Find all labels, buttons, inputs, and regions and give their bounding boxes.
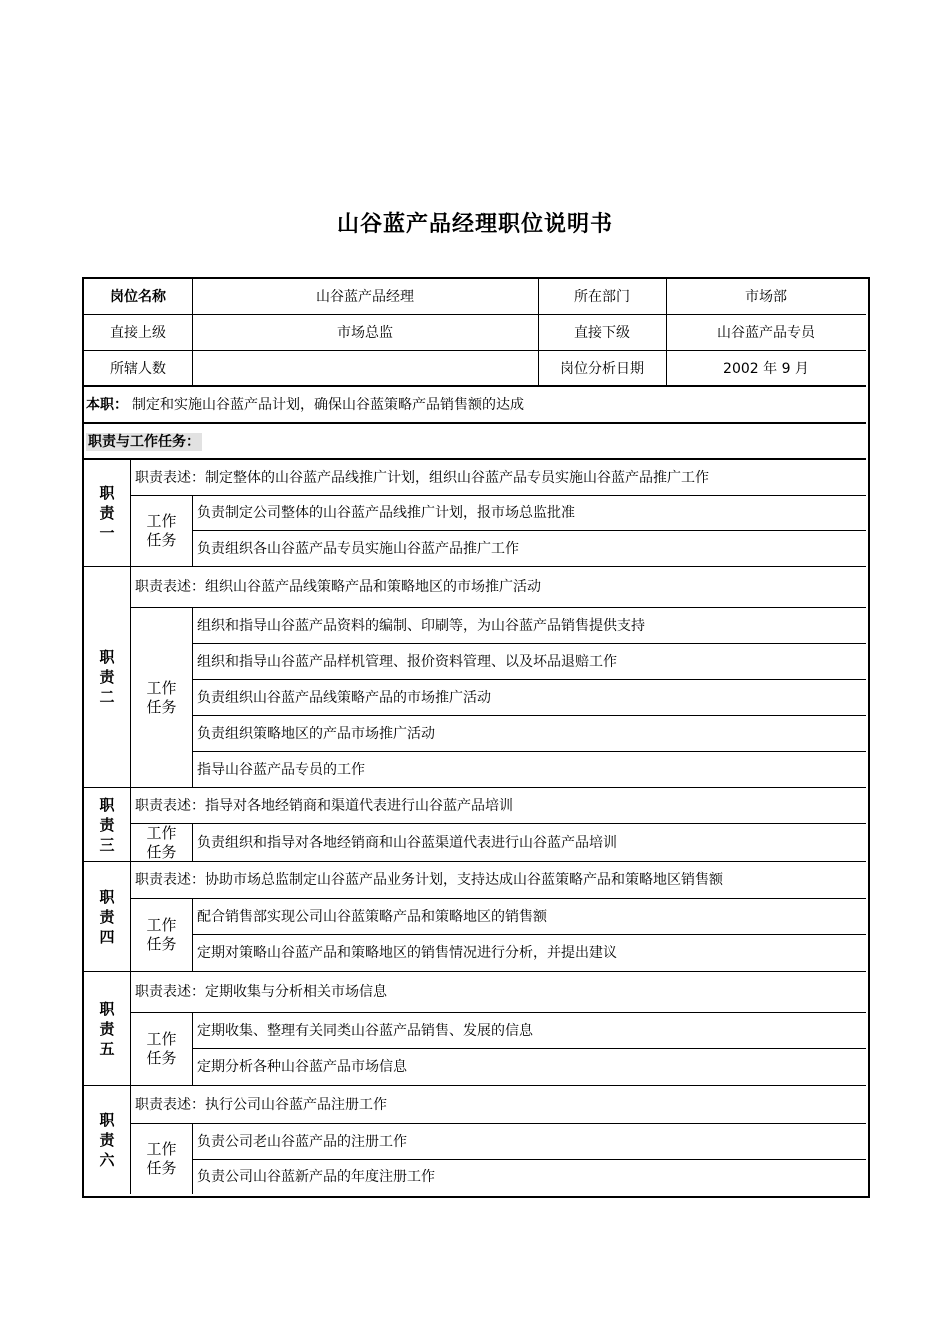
duty-name-char: 职 [99,484,115,502]
department-label: 所在部门 [574,288,630,305]
statement-divider [130,1012,866,1013]
duty-name-char: 五 [99,1039,115,1058]
task-item: 负责组织山谷蓝产品线策略产品的市场推广活动 [197,689,491,706]
task-item: 配合销售部实现公司山谷蓝策略产品和策略地区的销售额 [197,908,547,925]
superior-label: 直接上级 [110,324,166,341]
headcount-label: 所辖人数 [110,360,166,377]
statement-divider [130,607,866,608]
task-label [131,1124,192,1194]
duties-heading-row [84,425,866,458]
task-divider [192,1048,866,1049]
name-divider [130,567,131,787]
task-item: 组织和指导山谷蓝产品样机管理、报价资料管理、以及坏品退赔工作 [197,653,617,670]
main-duty-row [84,388,866,422]
analysis-date-value: 2002 年 9 月 [723,360,809,377]
task-label [131,608,192,787]
task-label [131,1013,192,1085]
statement-divider [130,898,866,899]
duty-name-char: 一 [99,524,115,542]
duty-statement: 职责表述：指导对各地经销商和渠道代表进行山谷蓝产品培训 [135,797,513,814]
task-label-divider [192,607,193,787]
task-label-line: 工作 [146,678,177,697]
duty-name [84,862,130,971]
main-duty-text: 制定和实施山谷蓝产品计划，确保山谷蓝策略产品销售额的达成 [132,397,524,413]
duty-statement: 职责表述：制定整体的山谷蓝产品线推广计划，组织山谷蓝产品专员实施山谷蓝产品推广工作 [135,469,709,486]
task-item: 负责组织各山谷蓝产品专员实施山谷蓝产品推广工作 [197,540,519,557]
name-divider [130,460,131,566]
headcount-value [192,351,538,386]
task-item: 指导山谷蓝产品专员的工作 [197,761,365,778]
task-divider [192,751,866,752]
task-label-line: 任务 [146,531,177,549]
statement-divider [130,495,866,496]
task-label-line: 任务 [146,697,177,716]
duty-name-char: 职 [99,999,115,1018]
task-label-divider [192,1012,193,1085]
duty-name [84,788,130,861]
duty-name-char: 四 [99,927,115,946]
task-item: 负责组织策略地区的产品市场推广活动 [197,725,435,742]
duties-heading: 职责与工作任务： [88,433,200,450]
department-value: 市场部 [745,288,787,305]
task-label-line: 任务 [146,842,177,861]
task-divider [192,530,866,531]
task-label [131,824,192,861]
duty-name-char: 三 [99,835,115,854]
duty-statement: 职责表述：定期收集与分析相关市场信息 [135,984,387,1000]
duty-statement: 职责表述：执行公司山谷蓝产品注册工作 [135,1096,387,1113]
task-label-line: 工作 [146,824,177,842]
duty-statement: 职责表述：组织山谷蓝产品线策略产品和策略地区的市场推广活动 [135,579,541,595]
task-label-line: 工作 [146,1030,177,1048]
duty-name-char: 职 [99,648,115,666]
duty-name-char: 责 [99,815,115,834]
task-item: 负责组织和指导对各地经销商和山谷蓝渠道代表进行山谷蓝产品培训 [197,834,617,851]
task-item: 组织和指导山谷蓝产品资料的编制、印刷等，为山谷蓝产品销售提供支持 [197,617,645,634]
task-label-line: 任务 [146,1049,177,1067]
duty-name [84,460,130,566]
subordinate-value: 山谷蓝产品专员 [717,324,815,341]
task-label-line: 工作 [146,512,177,530]
duty-name-char: 责 [99,504,115,522]
duty-statement: 职责表述：协助市场总监制定山谷蓝产品业务计划，支持达成山谷蓝策略产品和策略地区销售额 [135,872,723,888]
task-item: 负责制定公司整体的山谷蓝产品线推广计划，报市场总监批准 [197,505,575,521]
task-divider [192,715,866,716]
duty-name [84,567,130,787]
statement-divider [130,1123,866,1124]
task-item: 定期对策略山谷蓝产品和策略地区的销售情况进行分析，并提出建议 [197,945,617,961]
task-label-line: 工作 [146,1140,177,1158]
duty-name-char: 职 [99,795,115,814]
task-label [131,496,192,566]
duty-name-char: 职 [99,887,115,906]
duty-name [84,1086,130,1194]
position-name-label: 岗位名称 [110,288,166,305]
duty-name-char: 责 [99,668,115,686]
task-label-divider [192,898,193,971]
task-item: 定期收集、整理有关同类山谷蓝产品销售、发展的信息 [197,1022,533,1039]
duty-name-char: 责 [99,907,115,926]
task-item: 负责公司老山谷蓝产品的注册工作 [197,1133,407,1150]
main-duty-label: 本职： [86,397,128,413]
statement-divider [130,823,866,824]
duty-name-char: 职 [99,1111,115,1129]
task-item: 定期分析各种山谷蓝产品市场信息 [197,1059,407,1075]
task-divider [192,679,866,680]
superior-value: 市场总监 [337,324,393,341]
task-label [131,899,192,971]
name-divider [130,972,131,1085]
name-divider [130,862,131,971]
task-divider [192,643,866,644]
duty-name-char: 二 [99,688,115,706]
task-label-divider [192,823,193,861]
task-label-divider [192,495,193,566]
duty-name-char: 责 [99,1019,115,1038]
task-item: 负责公司山谷蓝新产品的年度注册工作 [197,1169,435,1185]
document-title: 山谷蓝产品经理职位说明书 [336,212,613,237]
analysis-date-label: 岗位分析日期 [560,360,644,377]
task-label-divider [192,1123,193,1194]
task-divider [192,1159,866,1160]
subordinate-label: 直接下级 [574,324,630,341]
task-divider [192,934,866,935]
duty-name [84,972,130,1085]
duty-name-char: 六 [99,1151,115,1169]
task-label-line: 工作 [146,916,177,934]
task-label-line: 任务 [146,1159,177,1177]
duty-name-char: 责 [99,1131,115,1149]
task-label-line: 任务 [146,935,177,953]
name-divider [130,1086,131,1194]
name-divider [130,788,131,861]
position-name-value: 山谷蓝产品经理 [316,288,414,305]
